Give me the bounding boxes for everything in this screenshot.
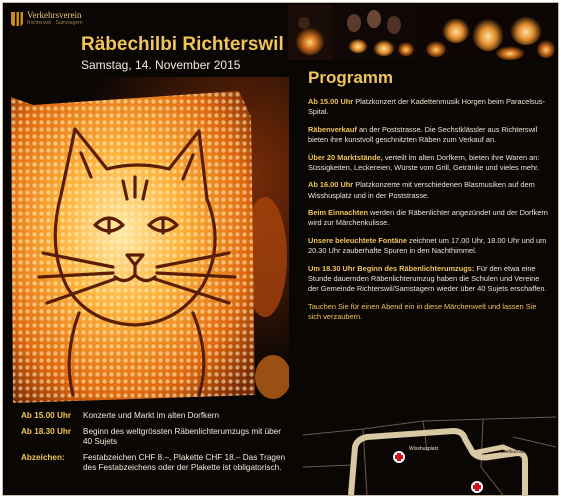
programm-item-highlight: Ab 16.00 Uhr	[308, 180, 354, 190]
info-row	[21, 453, 286, 474]
programm-closing: Tauchen Sie für einen Abend ein in diese Märchenwelt und lassen Sie sich verzaubern.	[308, 301, 537, 321]
info-text: Festabzeichen CHF 8.–, Plakette CHF 18.– Das Tragen des Festabzeichens oder der Plakette ist obligatorisch.	[83, 452, 286, 472]
street-label: Poststrasse	[397, 425, 421, 430]
verkehrsverein-logo-icon	[11, 12, 23, 26]
event-date: Samstag, 14. November 2015	[81, 58, 241, 72]
programm-item	[308, 125, 548, 145]
cat-lantern-image	[3, 77, 289, 405]
programm-item-highlight: Beim Einnachten	[308, 208, 368, 218]
programm-item-text: Platzkonzert der Kadettenmusik Horgen beim Paracelsus-Spital.	[308, 97, 546, 117]
street-label: Dorfbachstr.	[501, 449, 526, 454]
info-label: Ab 18.30 Uhr	[21, 426, 72, 436]
programm-item-highlight: Über 20 Marktstände,	[308, 152, 383, 162]
programm-item-highlight: Unsere beleuchtete Fontäne	[308, 235, 407, 245]
brand	[11, 11, 83, 26]
programm-item-highlight: Räbenverkauf	[308, 124, 357, 134]
brand-text	[27, 11, 83, 26]
programm-list	[308, 97, 548, 330]
first-aid-icon	[393, 451, 405, 463]
lantern-photos-strip	[288, 5, 556, 60]
info-text: Beginn des weltgrössten Räbenlichterumzugs mit über 40 Sujets	[83, 426, 281, 446]
programm-item-text: an der Poststrasse. Die Sechstklässler aus Richterswil bieten ihre kunstvoll geschnitzten Räben zum Verkauf an.	[308, 124, 538, 144]
programm-item	[308, 180, 548, 200]
programm-item-text: Für den etwa eine Stunde dauernden Räbenlichterumzug haben die Schulen und Vereine der Gemeinde Richterswil/Samstagern wieder über 40 Sujets erschaffen.	[308, 263, 547, 294]
programm-item-highlight: Um 18.30 Uhr Beginn des Räbenlichterumzugs:	[308, 263, 475, 273]
programm-title: Programm	[308, 68, 394, 87]
event-info	[21, 411, 286, 479]
programm-item-highlight: Ab 15.00 Uhr	[308, 97, 354, 106]
info-row	[21, 427, 286, 448]
info-label: Abzeichen:	[21, 452, 65, 462]
place-label: Wisshusplatz	[409, 446, 439, 452]
info-text: Konzerte und Markt im alten Dorfkern	[83, 411, 220, 420]
programm-item-text: zeichnet um 17.00 Uhr, 18.00 Uhr und um 20.30 Uhr zauberhafte Spuren in den Nachthimmel.	[308, 235, 547, 256]
info-row	[21, 411, 286, 422]
org-name: Verkehrsverein	[27, 10, 82, 20]
first-aid-icon	[471, 481, 483, 493]
org-subtitle: Richterswil · Samstagern	[27, 20, 83, 26]
info-label: Ab 15.00 Uhr	[21, 411, 72, 420]
programm-item	[308, 236, 548, 256]
programm-item-text: verteilt im alten Dorfkern, bieten ihre Waren an: Süssigkeiten, Leckereien, Würste vom Grill, Getränke und vieles mehr.	[308, 152, 540, 172]
programm-item	[308, 97, 548, 117]
programm-item-text: werden die Räbenlichter angezündet und der Dorfkern wird zur Märchenkulisse.	[308, 208, 548, 228]
programm-item	[308, 208, 548, 228]
route-map	[303, 407, 556, 495]
programm-item	[308, 153, 548, 173]
programm-item	[308, 264, 548, 295]
page-title: Räbechilbi Richterswil	[81, 34, 284, 55]
flyer	[2, 2, 559, 496]
programm-item-text: Platzkonzerte mit verschiedenen Blasmusiken auf dem Wisshusplatz und in der Poststrasse.	[308, 180, 535, 200]
